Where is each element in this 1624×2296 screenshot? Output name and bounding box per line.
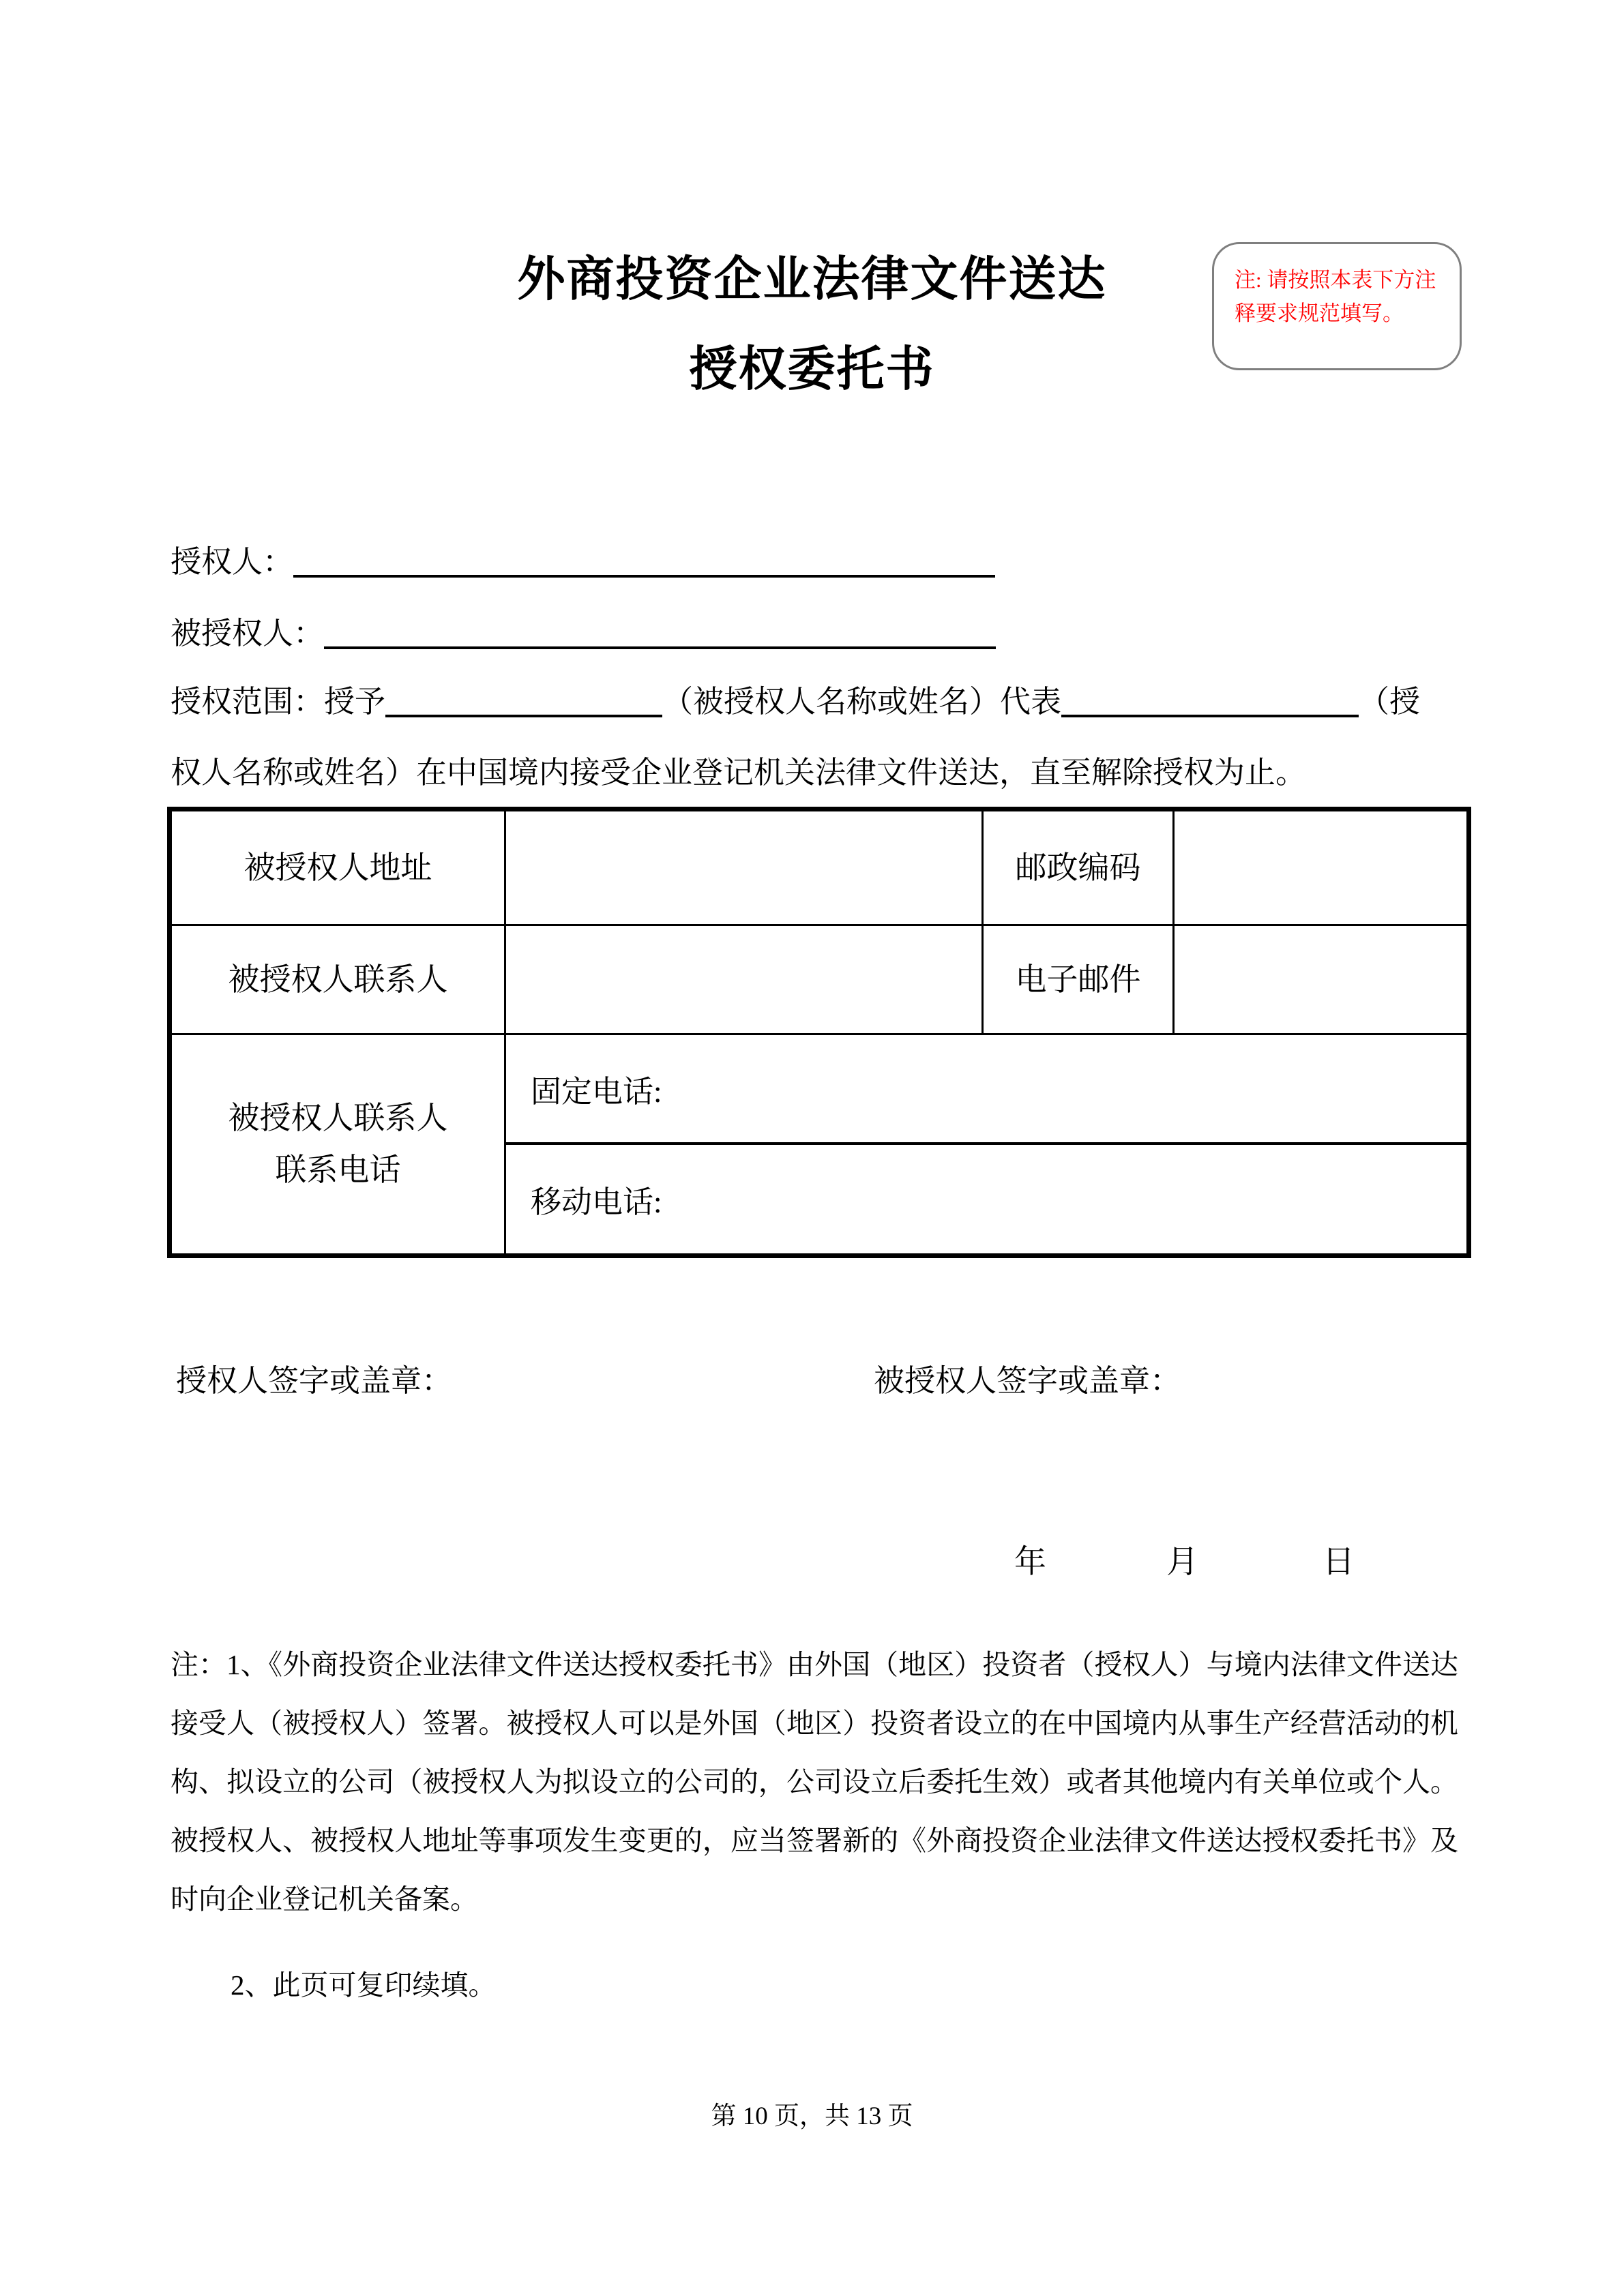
title-line-2: 授权委托书 — [689, 344, 935, 396]
address-value-cell[interactable] — [505, 809, 983, 925]
scope-line1-tail: （授 — [1359, 685, 1421, 719]
scope-line-1 — [171, 683, 1420, 721]
contact-person-value-cell[interactable] — [505, 925, 983, 1034]
authorizer-label: 授权人： — [171, 545, 294, 579]
authorizee-label: 被授权人： — [171, 616, 325, 651]
scope-mid: （被授权人名称或姓名）代表 — [662, 685, 1062, 719]
email-label: 电子邮件 — [983, 925, 1174, 1034]
footnote-paragraph-2: 2、此页可复印续填。 — [231, 1969, 497, 2001]
authorizer-signature-label: 授权人签字或盖章： — [176, 1364, 453, 1398]
date-day-label: 日 — [1323, 1545, 1355, 1580]
table-row-contact — [170, 925, 1469, 1034]
postal-code-label: 邮政编码 — [983, 809, 1174, 925]
contact-person-label: 被授权人联系人 — [170, 925, 505, 1034]
scope-blank-2[interactable] — [1061, 683, 1359, 717]
fixed-phone-label: 固定电话: — [531, 1074, 662, 1109]
table-row-fixed-phone — [170, 1034, 1469, 1144]
phone-label-line2: 联系电话 — [275, 1152, 401, 1187]
scope-line-2 — [171, 754, 1306, 792]
instruction-note-text: 注: 请按照本表下方注释要求规范填写。 — [1235, 268, 1436, 325]
date-month-label: 月 — [1166, 1545, 1198, 1580]
instruction-note-box — [1212, 242, 1462, 370]
address-label: 被授权人地址 — [170, 809, 505, 925]
phone-label-line1: 被授权人联系人 — [228, 1101, 448, 1135]
fixed-phone-cell[interactable] — [505, 1034, 1469, 1144]
phone-label-cell — [170, 1034, 505, 1256]
mobile-phone-label: 移动电话: — [531, 1184, 662, 1219]
authorizer-blank[interactable] — [293, 543, 995, 578]
page-number: 第 10 页，共 13 页 — [711, 2102, 913, 2130]
scope-blank-1[interactable] — [385, 683, 662, 717]
authorizee-line — [171, 614, 996, 653]
postal-code-value-cell[interactable] — [1174, 809, 1469, 925]
scope-line2-text: 权人名称或姓名）在中国境内接受企业登记机关法律文件送达，直至解除授权为止。 — [171, 756, 1307, 790]
authorizee-blank[interactable] — [324, 615, 996, 649]
table-row-address — [170, 809, 1469, 925]
contact-table — [167, 807, 1471, 1258]
email-value-cell[interactable] — [1174, 925, 1469, 1034]
footnote-paragraph-1: 注：1、《外商投资企业法律文件送达授权委托书》由外国（地区）投资者（授权人）与境内法律文件送达接受人（被授权人）签署。被授权人可以是外国（地区）投资者设立的在中国境内从事生产经营活动的机构、拟设立的公司（被授权人为拟设立的公司的，公司设立后委托生效）或者其他境内有关单位或个人。被授权人、被授权人地址等事项发生变更的，应当签署新的《外商投资企业法律文件送达授权委托书》及时向企业登记机关备案。 — [171, 1649, 1458, 1915]
title-line-1: 外商投资企业法律文件送达 — [517, 254, 1107, 306]
authorizee-signature-label: 被授权人签字或盖章： — [874, 1364, 1181, 1398]
authorizer-line — [171, 543, 995, 581]
mobile-phone-cell[interactable] — [505, 1144, 1469, 1256]
scope-prefix: 授权范围：授予 — [171, 685, 386, 719]
date-year-label: 年 — [1014, 1545, 1046, 1580]
